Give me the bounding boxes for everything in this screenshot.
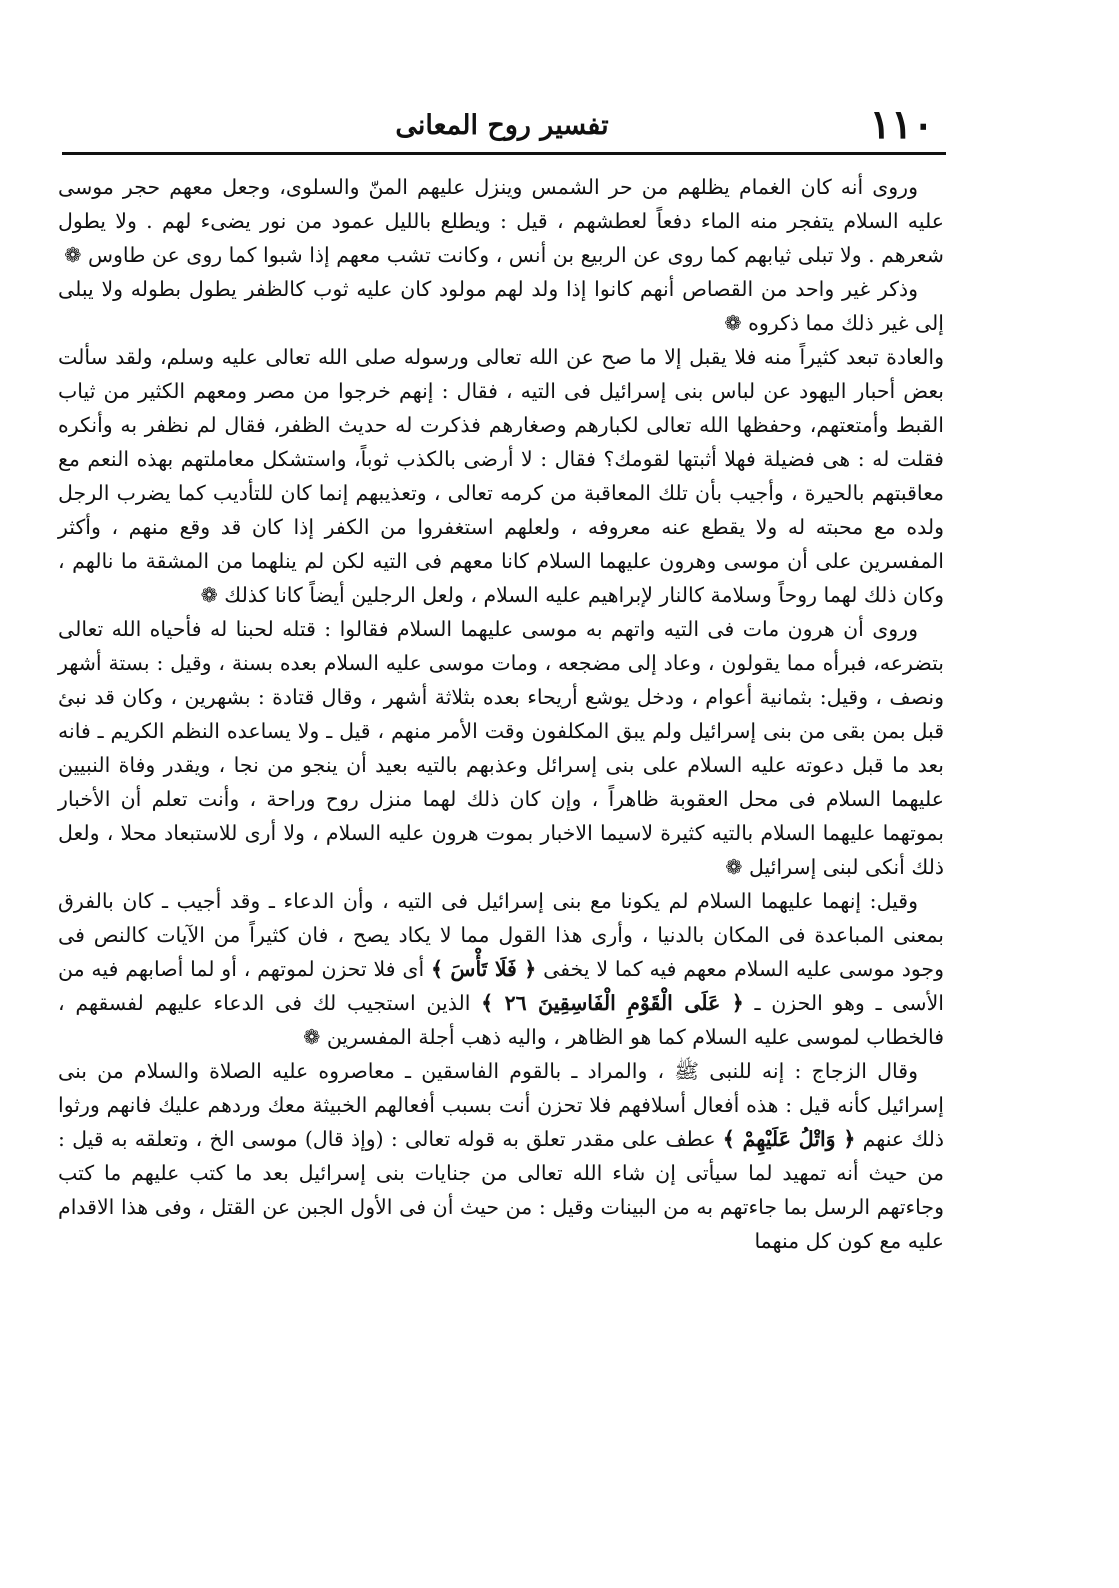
header-rule xyxy=(62,152,946,155)
paragraph-text: وقال الزجاج : إنه للنبى ﷺ ، والمراد ـ بالقوم الفاسقين ـ معاصروه عليه الصلاة والسلام من بنى إسرائيل كأنه قيل : هذه أفعال أسلافهم فلا تحزن أنت بسبب أفعالهم الخبيثة معك وردهم عليك فانهم ورثوا ذلك عنهم xyxy=(58,1059,944,1151)
paragraph-text: الذين استجيب لك فى الدعاء عليهم لفسقهم ، فالخطاب لموسى عليه السلام كما هو الظاهر ، واليه ذهب أجلة المفسرين ❁ xyxy=(58,991,944,1049)
paragraph-text: والعادة تبعد كثيراً منه فلا يقبل إلا ما صح عن الله تعالى ورسوله صلى الله تعالى عليه وسلم، ولقد سألت بعض أحبار اليهود عن لباس بنى إسرائيل فى التيه ، فقال : إنهم خرجوا من مصر ومعهم الكثير من ثياب القبط وأمتعتهم، وحفظها الله تعالى لكبارهم وصغارهم فذكرت له حديث الظفر، فقال لم نظفر به وأنكره فقلت له : هى فضيلة فهلا أثبتها لقومك؟ فقال : لا أرضى بالكذب ثوباً، واستشكل معاملتهم بهذه النعم مع معاقبتهم بالحيرة ، وأجيب بأن تلك المعاقبة من كرمه تعالى ، وتعذيبهم إنما كان للتأديب كما يضرب الرجل ولده مع محبته له ولا يقطع عنه معروفه ، ولعلهم استغفروا من الكفر إذا كان قد وقع منهم ، وأكثر المفسرين على أن موسى وهرون عليهما السلام كانا معهم فى التيه لكن لم ينلهما من المشقة ما نالهم ، وكان ذلك لهما روحاً وسلامة كالنار لإبراهيم عليه السلام ، ولعل الرجلين أيضاً كانا كذلك ❁ xyxy=(58,345,944,607)
quran-quote: ﴿ وَاتْلُ عَلَيْهِمْ ﴾ xyxy=(722,1127,856,1151)
paragraph-text: وروى أن هرون مات فى التيه واتهم به موسى عليهما السلام فقالوا : قتله لحبنا له فأحياه الله تعالى بتضرعه، فبرأه مما يقولون ، وعاد إلى مضجعه ، ومات موسى عليه السلام بعده بسنة ، وقيل : بستة أشهر ونصف ، وقيل: بثمانية أعوام ، ودخل يوشع أريحاء بعده بثلاثة أشهر ، وقال قتادة : بشهرين ، وكان قد نبئ قبل بمن بقى من بنى إسرائيل ولم يبق المكلفون وقت الأمر منهم ، قيل ـ ولا يساعده النظم الكريم ـ فانه بعد ما قبل دعوته عليه السلام على بنى إسرائل وعذبهم بالتيه بعيد أن ينجو من نجا ، ويقدر وفاة النبيين عليهما السلام فى محل العقوبة ظاهراً ، وإن كان ذلك لهما منزل روح وراحة ، وأنت تعلم أن الأخبار بموتهما عليهما السلام بالتيه كثيرة لاسيما الاخبار بموت هرون عليه السلام ، ولا أرى للاستبعاد محلا ، ولعل ذلك أنكى لبنى إسرائيل ❁ xyxy=(58,617,944,879)
paragraph-text: وروى أنه كان الغمام يظلهم من حر الشمس وينزل عليهم المنّ والسلوى، وجعل معهم حجر موسى عليه السلام يتفجر منه الماء دفعاً لعطشهم ، قيل : ويطلع بالليل عمود من نور يضىء لهم . ولا يطول شعرهم . ولا تبلى ثيابهم كما روى عن الربيع بن أنس ، وكانت تشب معهم إذا شبوا كما روى عن طاوس ❁ xyxy=(58,175,944,267)
body-text xyxy=(58,170,944,1258)
paragraph-1 xyxy=(58,170,944,272)
page-header xyxy=(62,100,942,150)
quran-quote: ﴿ فَلَا تَأْسَ ﴾ xyxy=(430,957,537,981)
paragraph-text: عطف على مقدر تعلق به قوله تعالى : (وإذ قال) موسى الخ ، وتعلقه به قيل : من حيث أنه تمهيد لما سيأتى إن شاء الله تعالى من جنايات بنى إسرائيل بعد ما كتب عليهم ما كتب وجاءتهم الرسل بما جاءتهم به من البينات وقيل : من حيث أن فى الأول الجبن عن القتل ، وفى هذا الاقدام عليه مع كون كل منهما xyxy=(58,1127,944,1253)
paragraph-text: وقيل: إنهما عليهما السلام لم يكونا مع بنى إسرائيل فى التيه ، وأن الدعاء ـ وقد أجيب ـ كان بالفرق بمعنى المباعدة فى المكان بالدنيا ، وأرى هذا القول مما لا يكاد يصح ، فان كثيراً من الآيات كالنص فى وجود موسى عليه السلام معهم فيه كما لا يخفى xyxy=(58,889,944,981)
paragraph-2 xyxy=(58,272,944,340)
paragraph-4 xyxy=(58,612,944,884)
paragraph-text: أى فلا تحزن لموتهم ، أو لما أصابهم فيه من الأسى ـ وهو الحزن ـ xyxy=(58,957,944,1015)
paragraph-5 xyxy=(58,884,944,1054)
running-title: تفسير روح المعانى xyxy=(395,110,609,141)
paragraph-text: وذكر غير واحد من القصاص أنهم كانوا إذا ولد لهم مولود كان عليه ثوب كالظفر يطول بطوله ولا يبلى إلى غير ذلك مما ذكروه ❁ xyxy=(58,277,944,335)
quran-quote: ﴿ عَلَى الْقَوْمِ الْفَاسِقِينَ ٢٦ ﴾ xyxy=(481,991,744,1015)
paragraph-3 xyxy=(58,340,944,612)
paragraph-6 xyxy=(58,1054,944,1258)
page-number: ١١٠ xyxy=(869,101,934,148)
